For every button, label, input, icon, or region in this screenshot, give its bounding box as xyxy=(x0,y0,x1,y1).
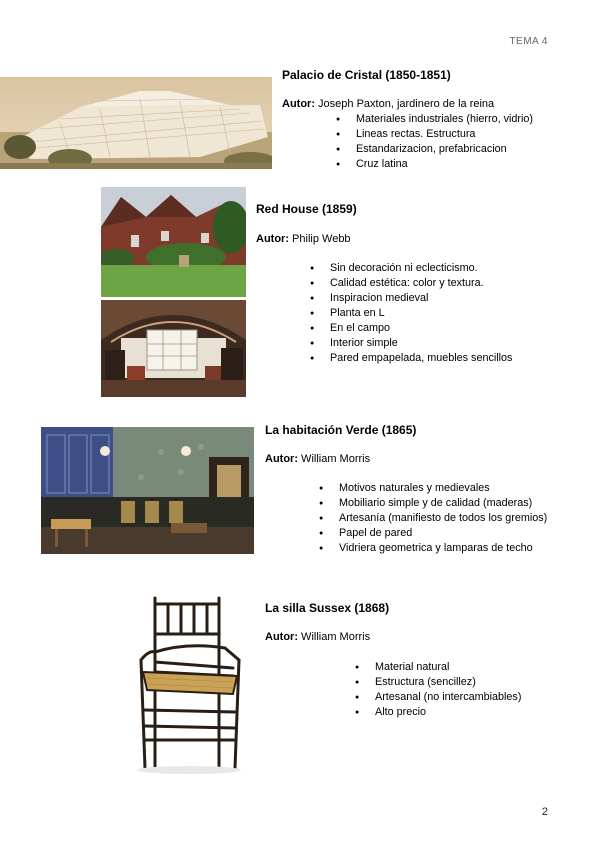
section-title-sussex-chair: La silla Sussex (1868) xyxy=(265,601,390,615)
red-house-interior-image xyxy=(101,300,246,397)
page-header: TEMA 4 xyxy=(509,36,548,47)
section-author-sussex-chair xyxy=(265,631,370,643)
list-item: ● En el campo xyxy=(310,321,512,336)
list-item: ● Calidad estética: color y textura. xyxy=(310,276,512,291)
sussex-chair-image xyxy=(133,590,245,775)
bullet-list-green-room xyxy=(319,481,547,556)
list-item: ● Material natural xyxy=(355,660,521,675)
page-number: 2 xyxy=(541,806,548,818)
bullet-list-sussex-chair xyxy=(355,660,521,720)
list-item: ● Sin decoración ni eclecticismo. xyxy=(310,261,512,276)
list-item: ● Vidriera geometrica y lamparas de techo xyxy=(319,541,547,556)
crystal-palace-image xyxy=(0,77,272,169)
list-item: ● Pared empapelada, muebles sencillos xyxy=(310,351,512,366)
list-item: ● Alto precio xyxy=(355,705,521,720)
author-label: Autor: xyxy=(282,98,315,110)
list-item: ● Artesanía (manifiesto de todos los gremios) xyxy=(319,511,547,526)
list-item: ● Papel de pared xyxy=(319,526,547,541)
list-item: ● Artesanal (no intercambiables) xyxy=(355,690,521,705)
author-name: Philip Webb xyxy=(289,233,351,245)
list-item: ● Lineas rectas. Estructura xyxy=(336,127,533,142)
list-item: ● Motivos naturales y medievales xyxy=(319,481,547,496)
author-label: Autor: xyxy=(265,453,298,465)
author-label: Autor: xyxy=(265,631,298,643)
bullet-list-crystal-palace xyxy=(336,112,533,172)
list-item: ● Estandarizacion, prefabricacion xyxy=(336,142,533,157)
list-item: ● Estructura (sencillez) xyxy=(355,675,521,690)
author-label: Autor: xyxy=(256,233,289,245)
list-item: ● Interior simple xyxy=(310,336,512,351)
bullet-list-red-house xyxy=(310,261,512,366)
red-house-exterior-image xyxy=(101,187,246,297)
author-name: Joseph Paxton, jardinero de la reina xyxy=(315,98,495,110)
list-item: ● Planta en L xyxy=(310,306,512,321)
section-author-green-room xyxy=(265,453,370,465)
section-title-green-room: La habitación Verde (1865) xyxy=(265,423,417,437)
section-author-red-house xyxy=(256,233,351,245)
list-item: ● Mobiliario simple y de calidad (maderas) xyxy=(319,496,547,511)
list-item: ● Materiales industriales (hierro, vidrio) xyxy=(336,112,533,127)
author-name: William Morris xyxy=(298,453,371,465)
section-author-crystal-palace xyxy=(282,98,494,110)
author-name: William Morris xyxy=(298,631,371,643)
green-room-image xyxy=(41,427,254,554)
section-title-red-house: Red House (1859) xyxy=(256,202,357,216)
section-title-crystal-palace: Palacio de Cristal (1850-1851) xyxy=(282,68,451,82)
list-item: ● Inspiracion medieval xyxy=(310,291,512,306)
list-item: ● Cruz latina xyxy=(336,157,533,172)
